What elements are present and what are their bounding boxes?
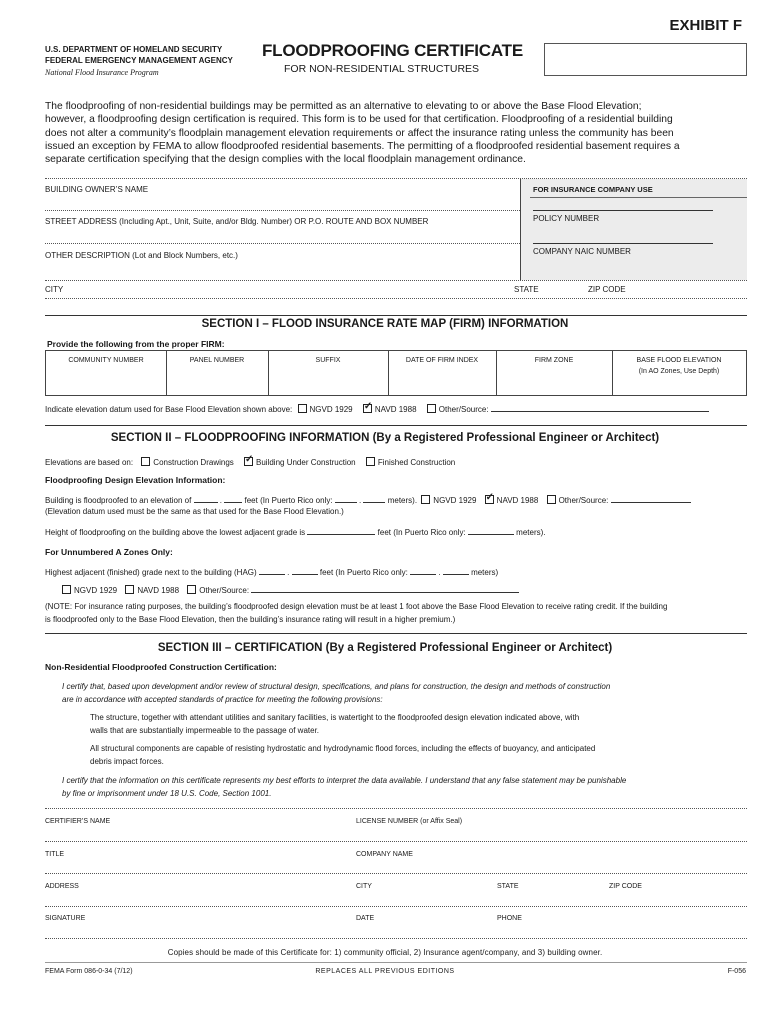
divider: [45, 633, 747, 634]
owner-name-label[interactable]: BUILDING OWNER’S NAME: [45, 185, 149, 194]
ngvd-label-2: NGVD 1929: [433, 496, 477, 505]
height-label: Height of floodproofing on the building above the lowest adjacent grade is: [45, 528, 306, 537]
divider: [45, 938, 747, 939]
divider: [45, 243, 520, 244]
decimal-point: .: [219, 496, 223, 505]
feet-pr-label: feet (In Puerto Rico only:: [244, 496, 333, 505]
divider: [45, 873, 747, 874]
datum-label: Indicate elevation datum used for Base Flood Elevation shown above:: [45, 405, 293, 414]
form-code: F-056: [727, 968, 746, 975]
ngvd-checkbox[interactable]: [298, 404, 307, 413]
divider: [45, 962, 747, 963]
exhibit-label: EXHIBIT F: [669, 17, 742, 34]
firm-col-zone[interactable]: FIRM ZONE: [534, 357, 574, 364]
copies-note: Copies should be made of this Certificate for: 1) community official, 2) Insurance agent/company, and 3) building owner.: [167, 948, 603, 957]
title-label[interactable]: TITLE: [45, 851, 65, 858]
ngvd-checkbox-3[interactable]: [62, 585, 71, 594]
other-source-label-3: Other/Source:: [199, 586, 250, 595]
address-label[interactable]: ADDRESS: [45, 883, 79, 890]
hag-meters-field[interactable]: [410, 566, 436, 575]
provision-1b: walls that are substantially impermeable to the passage of water.: [90, 726, 320, 735]
under-construction-label: Building Under Construction: [256, 458, 356, 467]
divider: [45, 808, 747, 809]
under-construction-checkbox[interactable]: [244, 457, 253, 466]
intro-line: does not alter a community’s floodplain management elevation requirements or affect the insurance rating unless the community has been: [45, 127, 674, 139]
replaces-editions: REPLACES ALL PREVIOUS EDITIONS: [315, 968, 455, 975]
form-subtitle: FOR NON-RESIDENTIAL STRUCTURES: [284, 63, 480, 75]
navd-label: NAVD 1988: [374, 405, 417, 414]
other-source-checkbox-2[interactable]: [547, 495, 556, 504]
elevations-based-label: Elevations are based on:: [45, 458, 134, 467]
divider: [45, 906, 747, 907]
other-source-checkbox-3[interactable]: [187, 585, 196, 594]
other-source-checkbox[interactable]: [427, 404, 436, 413]
construction-drawings-label: Construction Drawings: [153, 458, 234, 467]
floodproofed-elevation-label: Building is floodproofed to an elevation of: [45, 496, 192, 505]
agency-line-1: U.S. DEPARTMENT OF HOMELAND SECURITY: [45, 45, 223, 54]
navd-checkbox-2[interactable]: [485, 495, 494, 504]
hag-feet-decimal-field[interactable]: [292, 566, 318, 575]
hag-meters-label: meters): [471, 568, 499, 577]
navd-label-2: NAVD 1988: [496, 496, 539, 505]
divider: [530, 197, 747, 198]
form-number: FEMA Form 086-0-34 (7/12): [45, 968, 133, 975]
ngvd-label: NGVD 1929: [309, 405, 353, 414]
other-description-label[interactable]: OTHER DESCRIPTION (Lot and Block Numbers, etc.): [45, 251, 238, 260]
construction-drawings-checkbox[interactable]: [141, 457, 150, 466]
certifier-name-label[interactable]: CERTIFIER’S NAME: [45, 818, 111, 825]
intro-paragraph: [45, 100, 680, 166]
city-label[interactable]: CITY: [45, 285, 64, 294]
firm-col-bfe[interactable]: BASE FLOOD ELEVATION: [636, 357, 722, 364]
divider: [45, 841, 747, 842]
navd-checkbox[interactable]: [363, 404, 372, 413]
other-source-field-2[interactable]: [611, 494, 691, 503]
finished-construction-checkbox[interactable]: [366, 457, 375, 466]
rating-note-line-1: (NOTE: For insurance rating purposes, the building’s floodproofed design elevation must be at least 1 foot above the Base Flood Elevation to receive rating credit. If the building: [45, 602, 668, 611]
height-feet-field[interactable]: [307, 526, 375, 535]
divider: [45, 280, 747, 281]
hag-meters-decimal-field[interactable]: [443, 566, 469, 575]
divider: [520, 179, 521, 280]
hag-feet-label: feet (In Puerto Rico only:: [319, 568, 408, 577]
company-name-label[interactable]: COMPANY NAME: [356, 851, 413, 858]
other-source-field-3[interactable]: [251, 584, 519, 593]
license-number-label[interactable]: LICENSE NUMBER (or Affix Seal): [356, 818, 463, 825]
navd-label-3: NAVD 1988: [137, 586, 180, 595]
signature-label[interactable]: SIGNATURE: [45, 915, 86, 922]
height-meters-field[interactable]: [468, 526, 514, 535]
divider: [533, 243, 713, 244]
insurance-use-title: FOR INSURANCE COMPANY USE: [533, 185, 653, 194]
firm-col-bfe-note: (In AO Zones, Use Depth): [638, 368, 720, 375]
divider: [533, 210, 713, 211]
state-label[interactable]: STATE: [514, 285, 539, 294]
datum-note: (Elevation datum used must be the same as that used for the Base Flood Elevation.): [45, 507, 344, 516]
elevation-feet-decimal-field[interactable]: [224, 494, 242, 503]
provision-1a: The structure, together with attendant utilities and sanitary facilities, is watertight to the floodproofed design elevation indicated above, with: [90, 713, 580, 722]
firm-table: [45, 350, 747, 396]
divider: [45, 425, 747, 426]
section-1-title: SECTION I – FLOOD INSURANCE RATE MAP (FIRM) INFORMATION: [201, 318, 569, 330]
decimal-point: .: [438, 568, 441, 577]
section-2-title: SECTION II – FLOODPROOFING INFORMATION (By a Registered Professional Engineer or Architect): [110, 432, 660, 444]
program-name: National Flood Insurance Program: [45, 68, 159, 77]
decimal-point: .: [359, 496, 362, 505]
other-source-label-2: Other/Source:: [558, 496, 609, 505]
hag-datum-row: [62, 584, 519, 595]
elevation-meters-decimal-field[interactable]: [363, 494, 385, 503]
finished-construction-label: Finished Construction: [377, 458, 456, 467]
elevation-feet-field[interactable]: [194, 494, 218, 503]
elevation-meters-field[interactable]: [335, 494, 357, 503]
firm-provide-label: Provide the following from the proper FIRM:: [47, 339, 225, 349]
height-meters-label: meters).: [516, 528, 546, 537]
navd-checkbox-3[interactable]: [125, 585, 134, 594]
provision-2a: All structural components are capable of resisting hydrostatic and hydrodynamic flood forces, including the effects of buoyancy, and anticipated: [90, 744, 596, 753]
unnumbered-zones-heading: For Unnumbered A Zones Only:: [45, 547, 173, 557]
firm-col-community[interactable]: COMMUNITY NUMBER: [68, 357, 144, 364]
certification-heading: Non-Residential Floodproofed Construction Certification:: [45, 662, 277, 672]
intro-line: separate certification specifying that the design complies with the local floodplain management ordinance.: [45, 154, 526, 166]
certify-2b: by fine or imprisonment under 18 U.S. Code, Section 1001.: [62, 789, 272, 798]
meters-label: meters).: [387, 496, 418, 505]
certify-2a: I certify that the information on this certificate represents my best efforts to interpret the data available. I understand that any false statement may be punishable: [62, 776, 627, 785]
cert-zip-label[interactable]: ZIP CODE: [609, 883, 642, 890]
datum-row: [45, 403, 709, 414]
divider: [45, 315, 747, 316]
firm-col-date[interactable]: DATE OF FIRM INDEX: [405, 357, 479, 364]
form-title: FLOODPROOFING CERTIFICATE: [262, 41, 524, 60]
divider: [45, 298, 747, 299]
phone-label[interactable]: PHONE: [497, 915, 522, 922]
other-source-label: Other/Source:: [438, 405, 489, 414]
agency-line-2: FEDERAL EMERGENCY MANAGEMENT AGENCY: [45, 56, 233, 65]
ngvd-label-3: NGVD 1929: [74, 586, 118, 595]
ngvd-checkbox-2[interactable]: [421, 495, 430, 504]
height-feet-label: feet (In Puerto Rico only:: [377, 528, 466, 537]
hag-row: [45, 566, 498, 577]
floodproofed-elevation-row: [45, 494, 691, 505]
zip-code-label[interactable]: ZIP CODE: [588, 285, 626, 294]
hag-feet-field[interactable]: [259, 566, 285, 575]
hag-label: Highest adjacent (finished) grade next to the building (HAG): [45, 568, 257, 577]
header-box: [544, 43, 747, 76]
intro-line: The floodproofing of non-residential buildings may be permitted as an alternative to elevating to or above the Base Flood Elevation;: [45, 101, 642, 112]
policy-number-label[interactable]: POLICY NUMBER: [533, 214, 600, 223]
provision-2b: debris impact forces.: [90, 757, 164, 766]
date-label[interactable]: DATE: [356, 915, 375, 922]
decimal-point: .: [287, 568, 290, 577]
height-row: [45, 526, 546, 537]
cert-state-label[interactable]: STATE: [497, 883, 519, 890]
other-source-field[interactable]: [491, 403, 709, 412]
cert-city-label[interactable]: CITY: [356, 883, 372, 890]
certify-1b: are in accordance with accepted standards of practice for meeting the following provisions:: [62, 695, 383, 704]
divider: [45, 210, 520, 211]
certify-1a: I certify that, based upon development and/or review of structural design, specifications, and plans for construction, the design and methods of construction: [62, 682, 611, 691]
insurance-use-box: [520, 179, 747, 280]
intro-line: however, a floodproofing design certification is required. This form is to be used for that certification. Floodproofing of a residential building: [45, 114, 673, 126]
street-address-label[interactable]: STREET ADDRESS (Including Apt., Unit, Suite, and/or Bldg. Number) OR P.O. ROUTE AND BOX NUMBER: [45, 217, 429, 226]
rating-note-line-2: is floodproofed only to the Base Flood Elevation, then the building’s insurance rating will result in a higher premium.): [45, 615, 456, 624]
firm-col-panel[interactable]: PANEL NUMBER: [189, 357, 245, 364]
section-3-title: SECTION III – CERTIFICATION (By a Registered Professional Engineer or Architect): [157, 642, 613, 654]
naic-number-label[interactable]: COMPANY NAIC NUMBER: [533, 247, 631, 256]
intro-line: issued an exception by FEMA to allow floodproofed residential basements. The permitting of a floodproofed residential basement requires a: [45, 140, 680, 152]
firm-col-suffix[interactable]: SUFFIX: [315, 357, 341, 364]
design-elevation-heading: Floodproofing Design Elevation Information:: [45, 475, 226, 485]
elevations-based-row: [45, 457, 455, 467]
